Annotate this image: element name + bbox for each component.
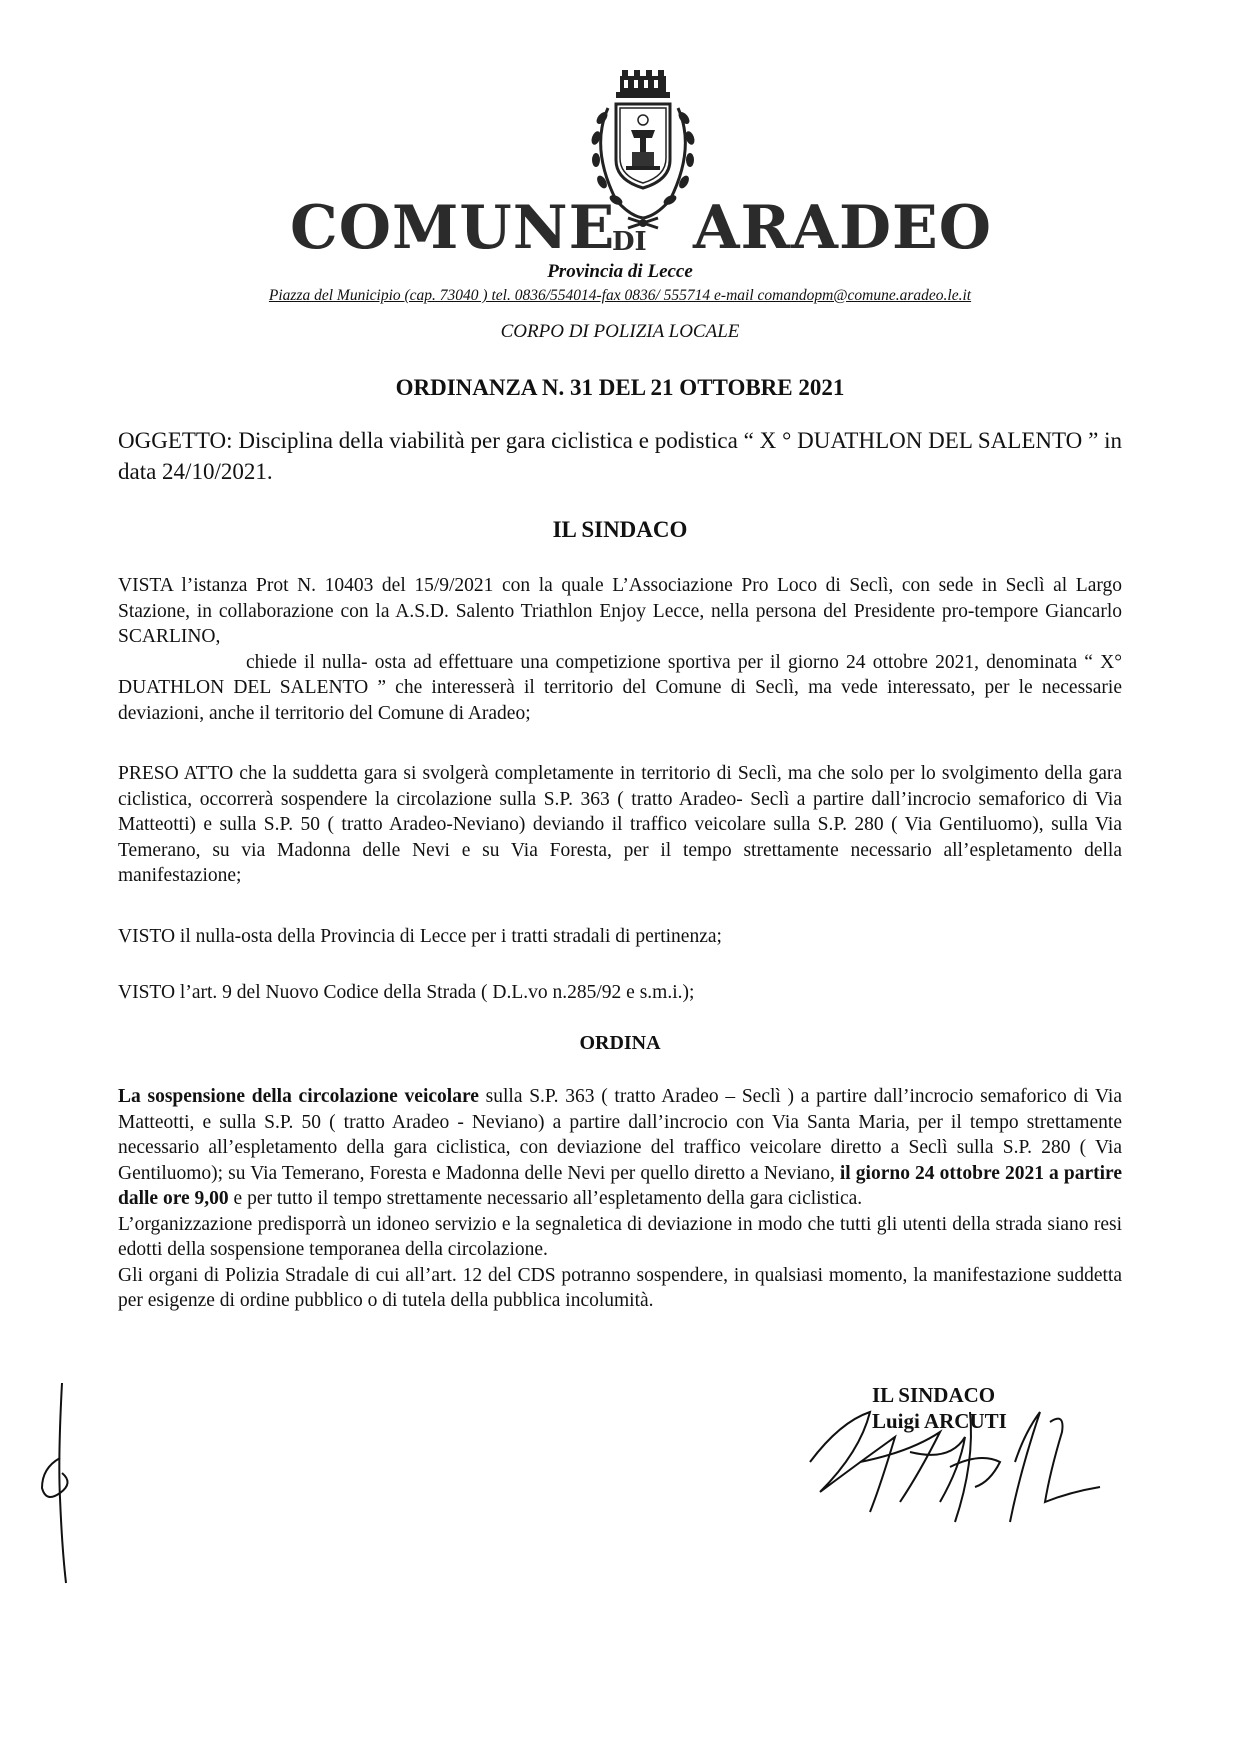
vista-part-1: VISTA l’istanza Prot N. 10403 del 15/9/2021 con la quale L’Associazione Pro Loco di Seclì, con sede in Seclì al Largo Stazione, in collaborazione con la A.S.D. Salento Triathlon Enjoy Lecce, nella persona del Presidente pro-tempore Giancarlo SCARLINO, <box>118 575 1122 647</box>
ordina-organizzazione: L’organizzazione predisporrà un idoneo servizio e la segnaletica di deviazione in modo che tutti gli utenti della strada siano resi edotti della sospensione temporanea della circolazione. <box>118 1213 1122 1260</box>
department-label: CORPO DI POLIZIA LOCALE <box>500 321 740 342</box>
ordina-bold-1: La sospensione della circolazione veicolare <box>118 1086 479 1107</box>
ordina-organi-polizia: Gli organi di Polizia Stradale di cui all’art. 12 del CDS potranno sospendere, in qualsiasi momento, la manifestazione suddetta per esigenze di ordine pubblico o di tutela della pubblica incolumità. <box>118 1264 1122 1311</box>
il-sindaco-heading: IL SINDACO <box>552 517 688 542</box>
contact-line: Piazza del Municipio (cap. 73040 ) tel. 0836/554014-fax 0836/ 555714 e-mail comandopm@comune.aradeo.le.it <box>268 287 972 304</box>
municipality-title <box>0 188 1240 268</box>
vista-part-2: chiede il nulla- osta ad effettuare una competizione sportiva per il giorno 24 ottobre 2021, denominata “ X° DUATHLON DEL SALENTO ” che interesserà il territorio del Comune di Seclì, ma vede interessato, per le necessarie deviazioni, anche il territorio del Comune di Aradeo; <box>118 651 1122 724</box>
ordina-paragraph <box>118 1084 1122 1314</box>
signature-name: Luigi ARCUTI <box>872 1409 1007 1433</box>
handwritten-signature <box>800 1392 1160 1542</box>
vista-paragraph <box>118 573 1122 726</box>
title-aradeo: ARADEO <box>693 193 992 263</box>
subject-paragraph: OGGETTO: Disciplina della viabilità per gara ciclistica e podistica “ X ° DUATHLON DEL SALENTO ” in data 24/10/2021. <box>118 428 1122 484</box>
province-label: Provincia di Lecce <box>547 261 693 282</box>
ordina-heading: ORDINA <box>579 1032 661 1054</box>
ordina-text-2: e per tutto il tempo strettamente necessario all’espletamento della gara ciclistica. <box>228 1188 863 1209</box>
visto-codice-strada-paragraph: VISTO l’art. 9 del Nuovo Codice della Strada ( D.L.vo n.285/92 e s.m.i.); <box>118 982 695 1003</box>
ordina-text-1: sulla S.P. 363 ( tratto Aradeo – Seclì ) a partire dall’incrocio semaforico di Via Matteotti, e sulla S.P. 50 ( tratto Aradeo - Neviano) a partire dall’incrocio con Via Santa Maria, per il tempo strettamente necessario all’espletamento della gara ciclistica, con deviazione del traffico veicolare diretto a Seclì sulla S.P. 280 ( Via Gentiluomo); su Via Temerano, Foresta e Madonna delle Nevi per quello diretto a Neviano, <box>118 1086 1122 1184</box>
visto-nulla-osta-paragraph: VISTO il nulla-osta della Provincia di Lecce per i tratti stradali di pertinenza; <box>118 926 722 947</box>
signature-role: IL SINDACO <box>872 1383 996 1407</box>
ordina-bold-2: il giorno 24 ottobre 2021 a partire dalle ore 9,00 <box>118 1162 1122 1209</box>
title-di: DI <box>612 227 647 257</box>
title-comune: COMUNE <box>290 193 616 263</box>
preso-atto-paragraph: PRESO ATTO che la suddetta gara si svolgerà completamente in territorio di Seclì, ma che solo per lo svolgimento della gara ciclistica, occorrerà sospendere la circolazione sulla S.P. 363 ( tratto Aradeo- Seclì a partire dall’incrocio semaforico di Via Matteotti) e sulla S.P. 50 ( tratto Aradeo-Neviano) deviando il traffico veicolare sulla S.P. 280 ( Via Gentiluomo), sulla Via Temerano, su via Madonna delle Nevi e su Via Foresta, per il tempo strettamente necessario all’espletamento della manifestazione; <box>118 763 1122 886</box>
ordinance-number: ORDINANZA N. 31 DEL 21 OTTOBRE 2021 <box>395 375 845 400</box>
crown-icon <box>616 70 670 98</box>
margin-initials <box>32 1378 82 1588</box>
